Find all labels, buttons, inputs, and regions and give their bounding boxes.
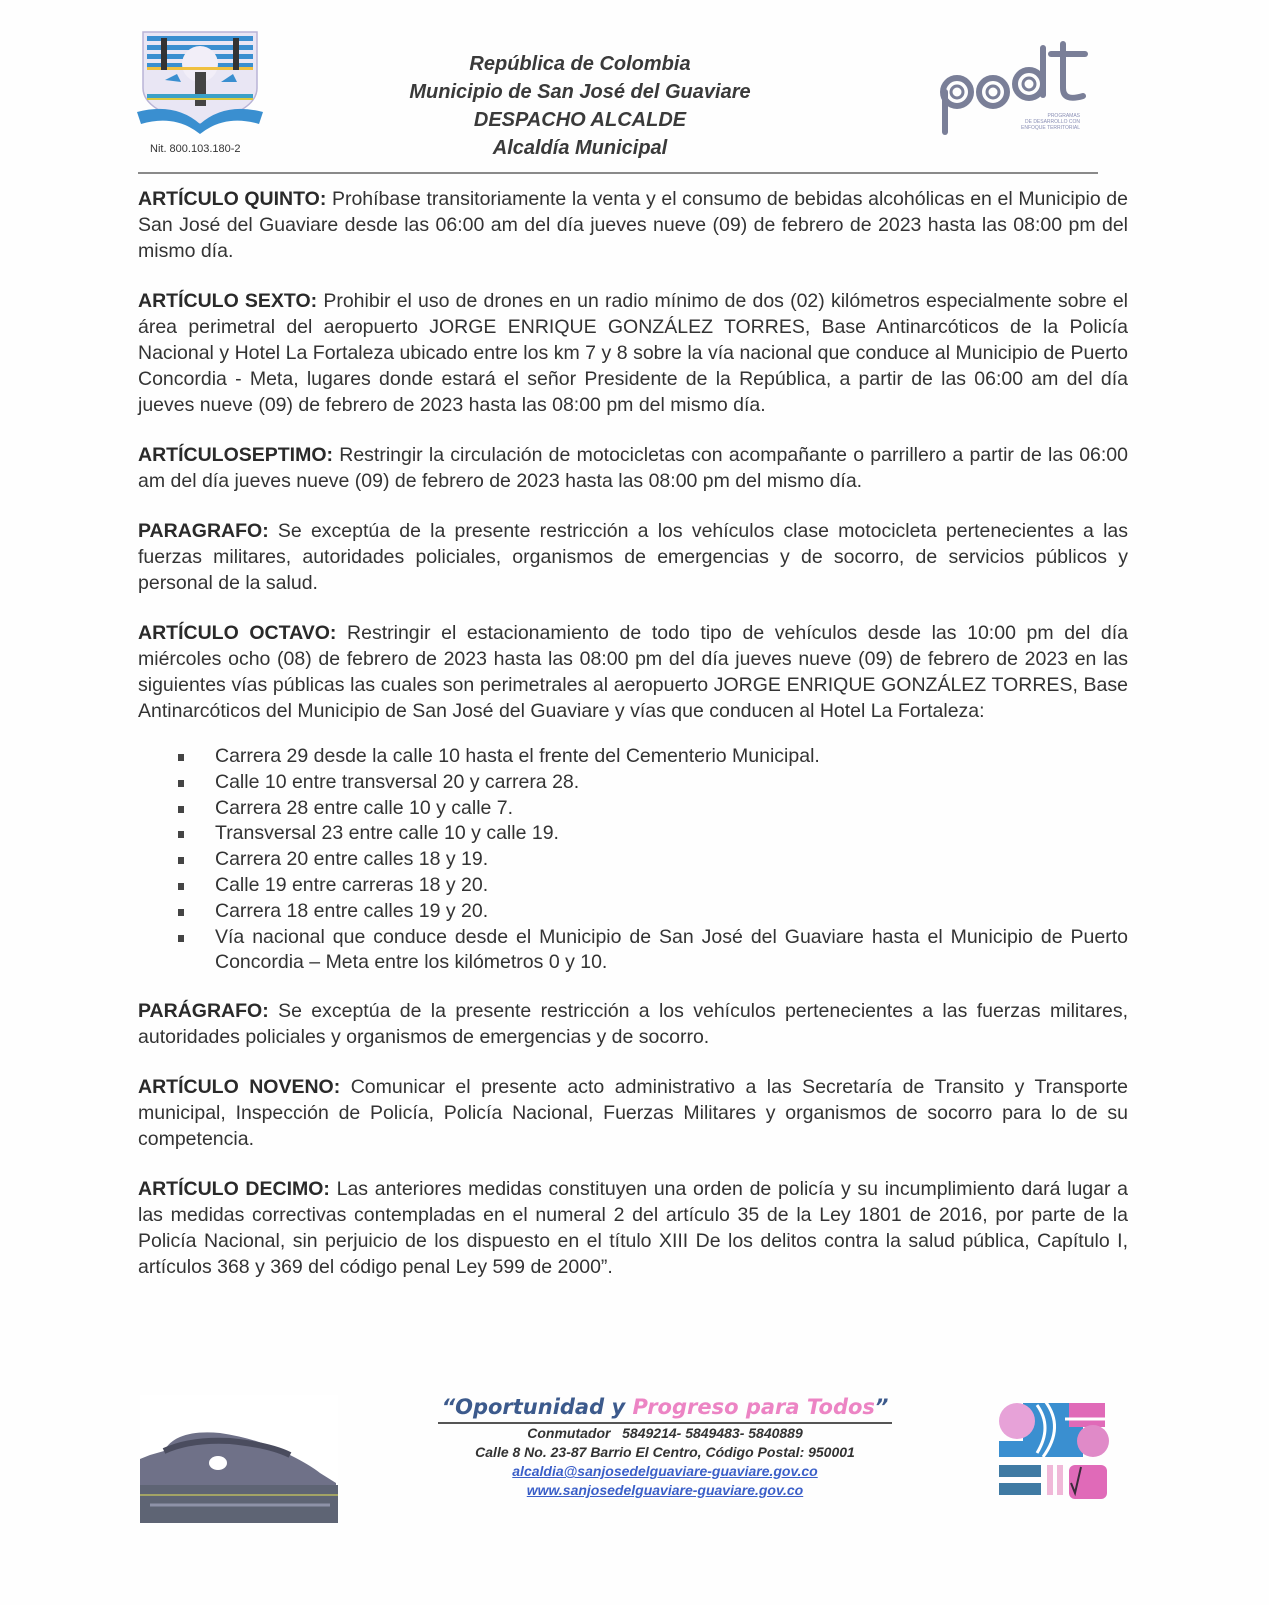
slogan-part-2: Progreso para Todos — [632, 1395, 875, 1419]
slogan-end: ” — [874, 1395, 889, 1419]
municipal-brand-logo-icon — [993, 1397, 1113, 1507]
nit-number: Nit. 800.103.180-2 — [150, 143, 241, 155]
article-title: ARTÍCULO NOVENO: — [138, 1076, 341, 1099]
header-divider — [138, 172, 1098, 174]
article-septimo — [138, 442, 1128, 494]
phone-numbers: Conmutador 5849214- 5849483- 5840889 — [527, 1425, 803, 1441]
website-link[interactable]: www.sanjosedelguaviare-guaviare.gov.co — [526, 1482, 804, 1498]
header-municipality: Municipio de San José del Guaviare — [409, 81, 751, 103]
article-text: Se exceptúa de la presente restricción a los vehículos clase motocicleta pertenecientes a las fuerzas militares, autoridades policiales, organismos de emergencias y de socorro, de servicios públicos y personal de la salud. — [138, 520, 1128, 594]
list-item: Vía nacional que conduce desde el Municipio de San José del Guaviare hasta el Municipio de Puerto Concordia – Meta entre los kilómetros 0 y 10. — [178, 925, 1128, 977]
article-text: Restringir el estacionamiento de todo tipo de vehículos desde las 10:00 pm del día miércoles ocho (08) de febrero de 2023 hasta las 08:00 pm del día jueves nueve (09) de febrero de 2023 en las siguientes vías públicas las cuales son perimetrales al aeropuerto JORGE ENRIQUE GONZÁLEZ TORRES, Base Antinarcóticos del Municipio de San José del Guaviare y vías que conducen al Hotel La Fortaleza: — [138, 622, 1129, 722]
rock-formation-photo-icon — [140, 1395, 338, 1523]
header-mayoralty: Alcaldía Municipal — [492, 137, 668, 159]
email-link[interactable]: alcaldia@sanjosedelguaviare-guaviare.gov.co — [512, 1463, 818, 1479]
road-list — [138, 744, 1128, 976]
address: Calle 8 No. 23-87 Barrio El Centro, Código Postal: 950001 — [475, 1444, 855, 1460]
pdet-subtitle-line: PROGRAMAS — [1047, 113, 1080, 119]
list-item: Carrera 29 desde la calle 10 hasta el frente del Cementerio Municipal. — [178, 744, 1128, 770]
article-octavo — [138, 620, 1128, 724]
article-title: PARAGRAFO: — [138, 520, 269, 542]
article-quinto — [138, 186, 1128, 264]
pdet-subtitle-line: DE DESARROLLO CON — [1024, 119, 1080, 125]
pdet-subtitle-line: ENFOQUE TERRITORIAL — [1021, 125, 1080, 131]
header-country: República de Colombia — [469, 53, 691, 75]
paragrafo-1 — [138, 518, 1128, 596]
article-decimo — [138, 1176, 1128, 1280]
paragrafo-2 — [138, 998, 1128, 1050]
slogan-part-1: “Oportunidad y — [441, 1395, 633, 1419]
list-item: Transversal 23 entre calle 10 y calle 19. — [178, 821, 1128, 847]
municipal-crest-icon — [135, 28, 265, 136]
header-title-block — [380, 50, 780, 162]
list-item: Carrera 18 entre calles 19 y 20. — [178, 899, 1128, 925]
slogan — [438, 1392, 893, 1424]
article-title: ARTÍCULO SEXTO: — [138, 290, 318, 312]
article-text: Comunicar el presente acto administrativo a las Secretaría de Transito y Transporte municipal, Inspección de Policía, Policía Nacional, Fuerzas Militares y organismos de socorro para lo de su competencia. — [138, 1076, 1129, 1151]
article-text: Se exceptúa de la presente restricción a los vehículos pertenecientes a las fuerzas militares, autoridades policiales y organismos de emergencias y de socorro. — [138, 1000, 1128, 1049]
list-item: Carrera 20 entre calles 18 y 19. — [178, 847, 1128, 873]
article-text: Restringir la circulación de motocicletas con acompañante o parrillero a partir de las 06:00 am del día jueves nueve (09) de febrero de 2023 hasta las 08:00 pm del mismo día. — [138, 444, 1128, 492]
article-title: ARTÍCULO OCTAVO: — [138, 622, 337, 644]
article-title: ARTÍCULO DECIMO: — [138, 1178, 330, 1201]
article-text: Prohibir el uso de drones en un radio mínimo de dos (02) kilómetros especialmente sobre el área perimetral del aeropuerto JORGE ENRIQUE GONZÁLEZ TORRES, Base Antinarcóticos de la Policía Nacional y Hotel La Fortaleza ubicado entre los km 7 y 8 sobre la vía nacional que conduce al Municipio de Puerto Concordia - Meta, lugares donde estará el señor Presidente de la República, a partir de las 06:00 am del día jueves nueve (09) de febrero de 2023 hasta las 08:00 pm del mismo día. — [138, 290, 1128, 416]
article-title: PARÁGRAFO: — [138, 1000, 269, 1023]
pdet-subtitle — [1000, 113, 1080, 131]
article-title: ARTÍCULO QUINTO: — [138, 188, 327, 210]
list-item: Carrera 28 entre calle 10 y calle 7. — [178, 796, 1128, 822]
article-sexto — [138, 288, 1128, 418]
footer-contact-block — [430, 1392, 900, 1500]
list-item: Calle 19 entre carreras 18 y 20. — [178, 873, 1128, 899]
document-body — [138, 186, 1128, 1304]
article-title: ARTÍCULOSEPTIMO: — [138, 444, 333, 466]
article-text: Las anteriores medidas constituyen una orden de policía y su incumplimiento dará lugar a las medidas correctivas contempladas en el numeral 2 del artículo 35 de la Ley 1801 de 2016, por parte de la Policía Nacional, sin perjuicio de los dispuesto en el título XIII De los delitos contra la salud pública, Capítulo I, artículos 368 y 369 del código penal Ley 599 de 2000”. — [138, 1178, 1129, 1279]
article-noveno — [138, 1074, 1128, 1152]
header-office: DESPACHO ALCALDE — [473, 109, 687, 131]
list-item: Calle 10 entre transversal 20 y carrera 28. — [178, 770, 1128, 796]
article-text: Prohíbase transitoriamente la venta y el consumo de bebidas alcohólicas en el Municipio de San José del Guaviare desde las 06:00 am del día jueves nueve (09) de febrero de 2023 hasta las 08:00 pm del mismo día. — [138, 188, 1128, 262]
